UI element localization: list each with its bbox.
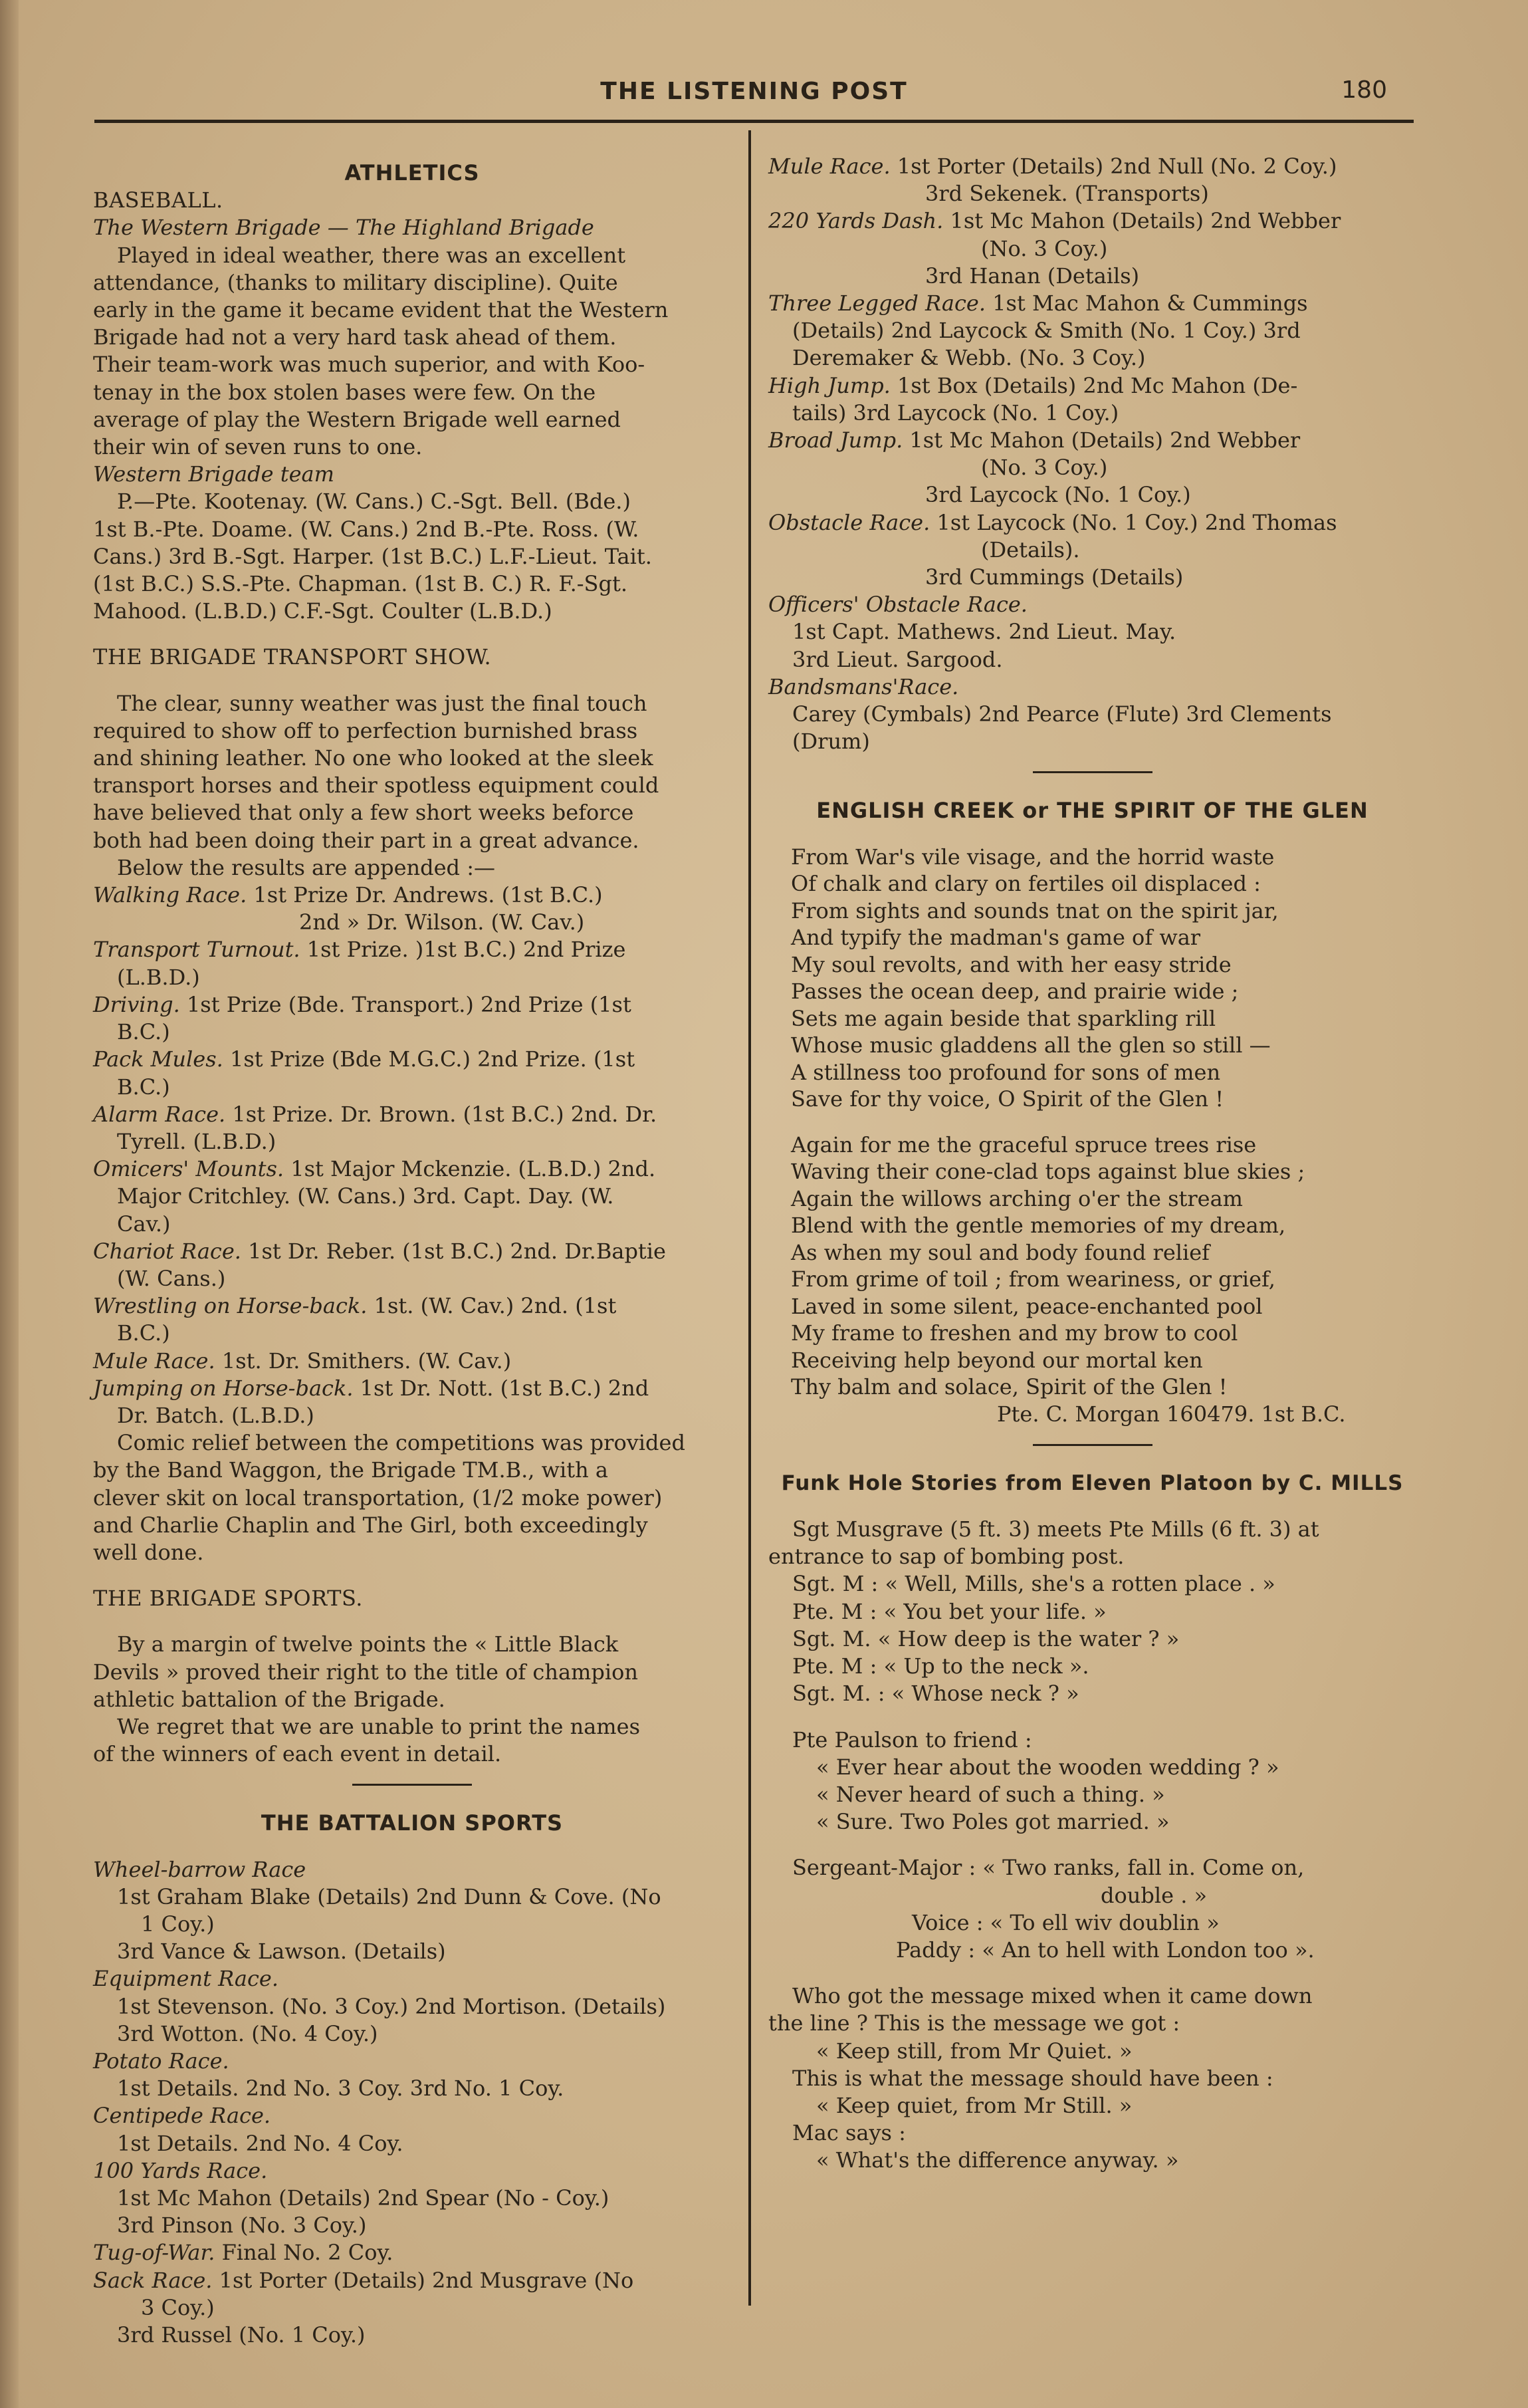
text-line: (W. Cans.) <box>117 1265 226 1291</box>
text-line: Below the results are appended :— <box>117 854 495 880</box>
event-title: Equipment Race. <box>93 1966 279 1992</box>
poem-line: Laved in some silent, peace-enchanted pool <box>791 1293 1263 1319</box>
text-line: clever skit on local transportation, (1/2 moke power) <box>93 1485 663 1510</box>
subsection-heading: THE BRIGADE SPORTS. <box>93 1586 363 1612</box>
event-label: Three Legged Race. <box>768 291 986 316</box>
event-line <box>93 936 731 963</box>
poem-line: As when my soul and body found relief <box>791 1239 1210 1265</box>
event-line <box>93 1101 731 1128</box>
event-results: 1st Mc Mahon (Details) 2nd Webber <box>943 208 1341 234</box>
event-line <box>93 1238 731 1265</box>
event-line <box>93 1292 731 1320</box>
section-heading: THE BATTALION SPORTS <box>261 1810 564 1836</box>
event-results: 1st Porter (Details) 2nd Null (No. 2 Coy.) <box>890 154 1337 179</box>
text-line: double . » <box>1101 1882 1208 1908</box>
text-line: « Sure. Two Poles got married. » <box>816 1809 1170 1835</box>
text-line: and shining leather. No one who looked at the sleek <box>93 745 653 771</box>
spacer <box>768 1497 1416 1516</box>
text-line: 3rd Wotton. (No. 4 Coy.) <box>117 2020 378 2046</box>
text-line: well done. <box>93 1539 204 1565</box>
event-title: Centipede Race. <box>93 2103 271 2129</box>
section-separator <box>1033 771 1152 773</box>
text-line: Mahood. (L.B.D.) C.F.-Sgt. Coulter (L.B.D.) <box>93 598 552 624</box>
text-line: 1st Capt. Mathews. 2nd Lieut. May. <box>792 619 1176 645</box>
poem-line: Passes the ocean deep, and prairie wide ; <box>791 979 1239 1005</box>
text-line: (Drum) <box>792 729 870 755</box>
text-line: 3rd Sekenek. (Transports) <box>925 181 1209 207</box>
event-title: Potato Race. <box>93 2048 229 2074</box>
text-line: « Ever hear about the wooden wedding ? » <box>816 1754 1279 1780</box>
text-line: Sergeant-Major : « Two ranks, fall in. Come on, <box>792 1855 1305 1881</box>
text-line: Sgt. M : « Well, Mills, she's a rotten place . » <box>792 1571 1275 1597</box>
poem-signature: Pte. C. Morgan 160479. 1st B.C. <box>997 1401 1346 1427</box>
event-label: Chariot Race. <box>93 1238 241 1264</box>
page-edge <box>0 0 19 2408</box>
event-label: Tug-of-War. <box>93 2240 215 2266</box>
text-line: tails) 3rd Laycock (No. 1 Coy.) <box>792 400 1119 425</box>
spacer <box>768 1708 1416 1727</box>
text-line: 3 Coy.) <box>141 2294 215 2320</box>
event-label: Sack Race. <box>93 2267 213 2293</box>
text-line: Pte. M : « Up to the neck ». <box>792 1653 1089 1679</box>
text-line: By a margin of twelve points the « Little Black <box>117 1631 619 1657</box>
text-line: (No. 3 Coy.) <box>981 455 1108 481</box>
spacer <box>768 825 1416 844</box>
text-line: of the winners of each event in detail. <box>93 1741 502 1767</box>
event-label: Mule Race. <box>768 154 891 179</box>
event-line <box>93 2267 731 2294</box>
text-line: 3rd Russel (No. 1 Coy.) <box>117 2322 366 2348</box>
text-line: Pte. M : « You bet your life. » <box>792 1598 1107 1624</box>
text-line: Voice : « To ell wiv doublin » <box>912 1909 1220 1935</box>
event-results: 1st. Dr. Smithers. (W. Cav.) <box>215 1348 512 1374</box>
text-line: B.C.) <box>117 1074 170 1100</box>
text-line: Played in ideal weather, there was an excellent <box>117 242 626 268</box>
header-rule <box>94 120 1414 123</box>
event-label: Pack Mules. <box>93 1046 223 1072</box>
text-line: « What's the difference anyway. » <box>816 2147 1179 2173</box>
text-line: (1st B.C.) S.S.-Pte. Chapman. (1st B. C.) R. F.-Sgt. <box>93 571 627 597</box>
poem-line: My frame to freshen and my brow to cool <box>791 1320 1238 1346</box>
text-line: Tyrell. (L.B.D.) <box>117 1128 276 1154</box>
page-number: 180 <box>1341 76 1387 104</box>
event-line <box>93 882 731 909</box>
event-label: High Jump. <box>768 372 891 398</box>
poem-line: From grime of toil ; from weariness, or grief, <box>791 1266 1275 1292</box>
event-results: 1st Box (Details) 2nd Mc Mahon (De- <box>890 372 1298 398</box>
text-line: 3rd Cummings (Details) <box>925 564 1184 590</box>
text-line: have believed that only a few short weeks beforce <box>93 800 634 826</box>
text-line: Mac says : <box>792 2120 906 2146</box>
event-label: Obstacle Race. <box>768 509 930 535</box>
event-label: 100 Yards Race. <box>93 2157 268 2183</box>
text-line: 2nd » Dr. Wilson. (W. Cav.) <box>299 909 585 935</box>
poem-line: Again for me the graceful spruce trees rise <box>791 1132 1257 1157</box>
text-line: tenay in the box stolen bases were few. On the <box>93 379 596 405</box>
text-line: B.C.) <box>117 1019 170 1045</box>
event-line <box>93 1155 731 1183</box>
text-line: This is what the message should have been : <box>792 2065 1273 2091</box>
spacer <box>93 1612 731 1631</box>
section-heading: ENGLISH CREEK or THE SPIRIT OF THE GLEN <box>816 798 1368 824</box>
event-results: 1st Prize. Dr. Brown. (1st B.C.) 2nd. Dr. <box>225 1101 657 1127</box>
poem-line: Receiving help beyond our mortal ken <box>791 1347 1203 1373</box>
event-results: 1st. (W. Cav.) 2nd. (1st <box>367 1293 617 1319</box>
event-results: 1st Mac Mahon & Cummings <box>985 291 1308 316</box>
event-results: 1st Prize Dr. Andrews. (1st B.C.) <box>247 882 603 908</box>
text-line: Sgt. M. : « Whose neck ? » <box>792 1681 1079 1707</box>
text-line: (Details) 2nd Laycock & Smith (No. 1 Coy.) 3rd <box>792 318 1301 344</box>
text-line: Carey (Cymbals) 2nd Pearce (Flute) 3rd Clements <box>792 701 1332 727</box>
left-column <box>93 160 731 2349</box>
page-header <box>94 70 1414 123</box>
event-results: 1st Mc Mahon (Details) 2nd Webber <box>903 427 1301 453</box>
event-line <box>93 2239 731 2266</box>
event-title: Western Brigade team <box>93 461 334 487</box>
text-line: Paddy : « An to hell with London too ». <box>896 1937 1315 1963</box>
text-line: Comic relief between the competitions was provided <box>117 1430 685 1456</box>
event-line <box>768 207 1416 235</box>
text-line: The clear, sunny weather was just the final touch <box>117 690 647 716</box>
right-column <box>768 153 1416 2175</box>
event-results: 1st Dr. Reber. (1st B.C.) 2nd. Dr.Baptie <box>241 1238 666 1264</box>
text-line: 3rd Hanan (Details) <box>925 263 1140 289</box>
event-label: Driving. <box>93 991 180 1017</box>
text-line: 1st Details. 2nd No. 3 Coy. 3rd No. 1 Coy. <box>117 2076 564 2102</box>
text-line: Deremaker & Webb. (No. 3 Coy.) <box>792 345 1146 371</box>
text-line: Devils » proved their right to the title of champion <box>93 1659 638 1685</box>
text-line: both had been doing their part in a great advance. <box>93 827 639 853</box>
event-line <box>768 509 1416 537</box>
text-line: entrance to sap of bombing post. <box>768 1544 1125 1570</box>
event-line <box>93 1348 731 1375</box>
text-line: B.C.) <box>117 1320 170 1346</box>
event-label: Alarm Race. <box>93 1101 226 1127</box>
text-line: 3rd Vance & Lawson. (Details) <box>117 1939 446 1965</box>
event-results: 1st Prize (Bde M.G.C.) 2nd Prize. (1st <box>223 1046 635 1072</box>
event-line <box>768 290 1416 317</box>
section-heading: Funk Hole Stories from Eleven Platoon by C. MILLS <box>781 1471 1404 1495</box>
poem-line: Blend with the gentle memories of my dream, <box>791 1213 1286 1239</box>
text-line: P.—Pte. Kootenay. (W. Cans.) C.-Sgt. Bell. (Bde.) <box>117 489 631 515</box>
poem-line: Again the willows arching o'er the stream <box>791 1185 1243 1211</box>
poem-line: From War's vile visage, and the horrid waste <box>791 844 1275 870</box>
text-line: Pte Paulson to friend : <box>792 1727 1032 1752</box>
event-results: Final No. 2 Coy. <box>215 2240 393 2266</box>
spacer <box>93 1566 731 1585</box>
text-line: Who got the message mixed when it came down <box>792 1983 1313 2009</box>
text-line: 1st Stevenson. (No. 3 Coy.) 2nd Mortison. (Details) <box>117 1993 666 2019</box>
section-separator <box>1033 1444 1152 1446</box>
poem-line: Whose music gladdens all the glen so still — <box>791 1032 1271 1058</box>
text-line: « Never heard of such a thing. » <box>816 1781 1165 1807</box>
text-line: 3rd Lieut. Sargood. <box>792 646 1003 672</box>
poem-line: From sights and sounds tnat on the spirit jar, <box>791 898 1279 923</box>
event-title: Officers' Obstacle Race. <box>768 592 1028 618</box>
spacer <box>768 1836 1416 1854</box>
text-line: Brigade had not a very hard task ahead of them. <box>93 324 617 350</box>
text-line: (Details). <box>981 537 1080 562</box>
event-title: Wheel-barrow Race <box>93 1856 306 1882</box>
text-line: 1st Mc Mahon (Details) 2nd Spear (No - Coy.) <box>117 2185 609 2211</box>
poem-line: And typify the madman's game of war <box>791 925 1201 951</box>
event-line <box>93 1375 731 1402</box>
text-line: 3rd Laycock (No. 1 Coy.) <box>925 482 1191 508</box>
event-results: 1st Laycock (No. 1 Coy.) 2nd Thomas <box>930 509 1337 535</box>
publication-title: THE LISTENING POST <box>600 78 908 105</box>
text-line: and Charlie Chaplin and The Girl, both exceedingly <box>93 1512 648 1538</box>
event-title: Bandsmans'Race. <box>768 673 959 699</box>
text-line: early in the game it became evident that the Western <box>93 297 669 323</box>
poem-line: Thy balm and solace, Spirit of the Glen ! <box>791 1374 1228 1400</box>
event-line <box>93 991 731 1019</box>
event-line <box>93 2157 731 2185</box>
text-line: attendance, (thanks to military discipline). Quite <box>93 269 618 295</box>
text-line: (L.B.D.) <box>117 964 200 990</box>
event-results: 1st Porter (Details) 2nd Musgrave (No <box>212 2267 634 2293</box>
text-line: Cav.) <box>117 1211 171 1237</box>
event-results: 1st Prize. )1st B.C.) 2nd Prize <box>300 937 626 963</box>
text-line: Sgt Musgrave (5 ft. 3) meets Pte Mills (6 ft. 3) at <box>792 1516 1319 1542</box>
event-label: Transport Turnout. <box>93 937 300 963</box>
event-line <box>93 1046 731 1073</box>
text-line: We regret that we are unable to print the names <box>117 1713 640 1739</box>
text-line: the line ? This is the message we got : <box>768 2010 1180 2036</box>
poem-line: Sets me again beside that sparkling rill <box>791 1005 1216 1031</box>
text-line: Cans.) 3rd B.-Sgt. Harper. (1st B.C.) L.F.-Lieut. Tait. <box>93 543 652 569</box>
text-line: required to show off to perfection burnished brass <box>93 717 638 743</box>
event-label: Mule Race. <box>93 1348 215 1374</box>
text-line: « Keep still, from Mr Quiet. » <box>816 2038 1133 2064</box>
event-label: Broad Jump. <box>768 427 903 453</box>
event-label: Wrestling on Horse-back. <box>93 1293 368 1319</box>
poem-line: Waving their cone-clad tops against blue skies ; <box>791 1159 1305 1185</box>
poem-line: A stillness too profound for sons of men <box>791 1059 1221 1085</box>
text-line: Dr. Batch. (L.B.D.) <box>117 1402 314 1428</box>
event-results: 1st Prize (Bde. Transport.) 2nd Prize (1st <box>179 991 631 1017</box>
poem-line: Of chalk and clary on fertiles oil displaced : <box>791 871 1261 897</box>
text-line: athletic battalion of the Brigade. <box>93 1686 445 1712</box>
poem-line: My soul revolts, and with her easy stride <box>791 951 1232 977</box>
subsection-heading: BASEBALL. <box>93 187 223 213</box>
event-label: Walking Race. <box>93 882 247 908</box>
text-line: (No. 3 Coy.) <box>981 235 1108 261</box>
spacer <box>93 1838 731 1856</box>
text-line: Their team-work was much superior, and with Koo- <box>93 352 645 378</box>
spacer <box>768 1113 1416 1132</box>
event-title: The Western Brigade — The Highland Brigade <box>93 215 594 241</box>
event-label: Jumping on Horse-back. <box>93 1375 354 1401</box>
text-line: by the Band Waggon, the Brigade TM.B., with a <box>93 1457 608 1483</box>
event-line <box>768 427 1416 454</box>
spacer <box>93 625 731 644</box>
text-line: 1st Details. 2nd No. 4 Coy. <box>117 2130 403 2156</box>
text-line: 1 Coy.) <box>141 1911 215 1937</box>
spacer <box>93 671 731 690</box>
section-separator <box>352 1784 472 1786</box>
event-results: 1st Major Mckenzie. (L.B.D.) 2nd. <box>284 1156 656 1182</box>
text-line: 1st Graham Blake (Details) 2nd Dunn & Cove. (No <box>117 1883 661 1909</box>
spacer <box>768 1964 1416 1983</box>
event-line <box>768 372 1416 400</box>
text-line: their win of seven runs to one. <box>93 434 423 460</box>
event-results: 1st Dr. Nott. (1st B.C.) 2nd <box>353 1375 649 1401</box>
text-line: 3rd Pinson (No. 3 Coy.) <box>117 2213 367 2238</box>
text-line: transport horses and their spotless equipment could <box>93 773 659 798</box>
event-label: 220 Yards Dash. <box>768 208 944 234</box>
text-line: Major Critchley. (W. Cans.) 3rd. Capt. Day. (W. <box>117 1183 614 1209</box>
text-line: Sgt. M. « How deep is the water ? » <box>792 1625 1180 1651</box>
poem-line: Save for thy voice, O Spirit of the Glen ! <box>791 1086 1224 1112</box>
event-label: Omicers' Mounts. <box>93 1156 284 1182</box>
section-heading: ATHLETICS <box>344 160 480 185</box>
text-line: average of play the Western Brigade well earned <box>93 406 621 432</box>
event-line <box>768 153 1416 180</box>
column-divider <box>748 130 751 2306</box>
text-line: « Keep quiet, from Mr Still. » <box>816 2092 1133 2118</box>
subsection-heading: THE BRIGADE TRANSPORT SHOW. <box>93 644 492 670</box>
text-line: 1st B.-Pte. Doame. (W. Cans.) 2nd B.-Pte. Ross. (W. <box>93 516 639 542</box>
